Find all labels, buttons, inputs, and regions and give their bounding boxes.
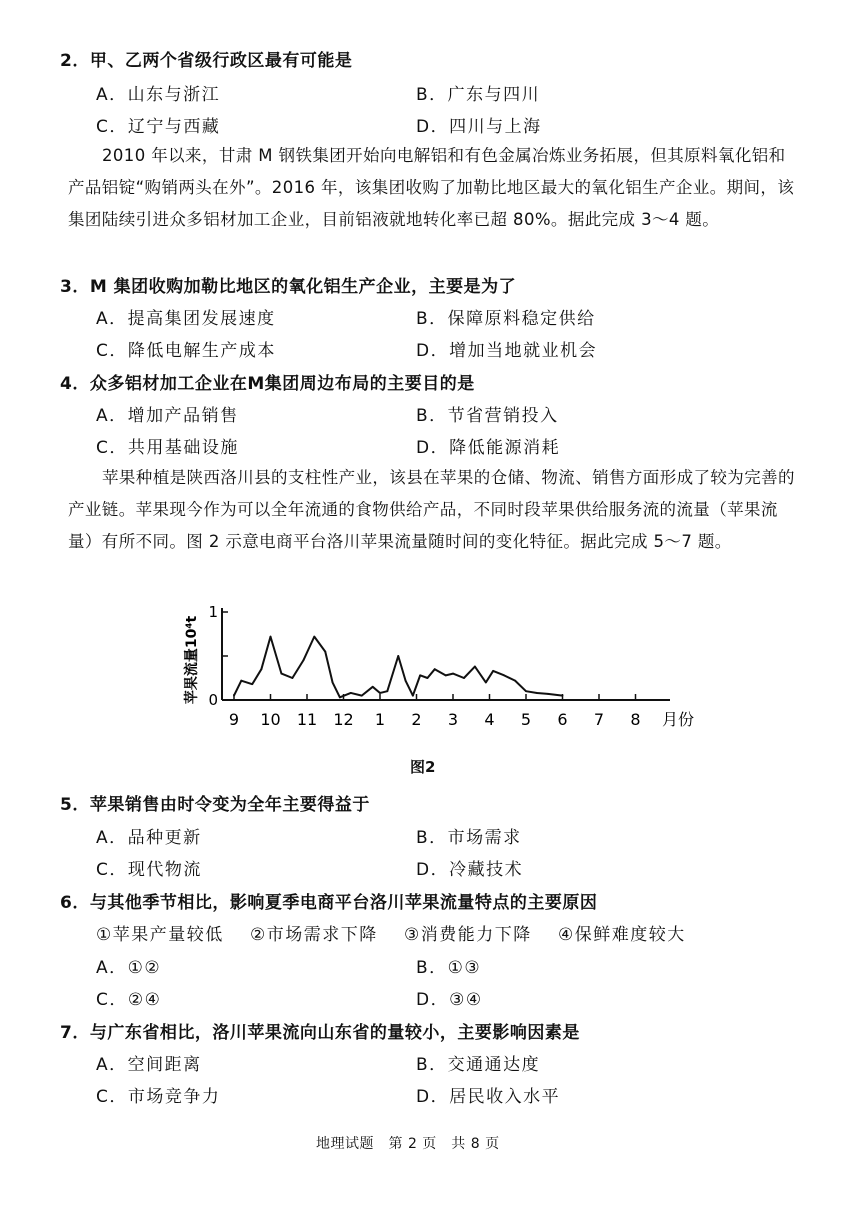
apple-flow-chart	[170, 600, 730, 740]
data-point	[412, 695, 414, 697]
data-point	[434, 668, 436, 670]
q7-option-c: C．市场竞争力	[96, 1087, 221, 1107]
data-point	[474, 666, 476, 668]
passage-aluminum: 2010 年以来，甘肃 M 钢铁集团开始向电解铝和有色金属冶炼业务拓展，但其原料氧化铝和产品铝锭“购销两头在外”。2016 年，该集团收购了加勒比地区最大的氧化铝生产企业。期间，该集团陆续引进众多铝材加工企业，目前铝液就地转化率已超 80%。据此完成 3～4 题。	[68, 146, 795, 229]
data-point	[339, 696, 341, 698]
data-point	[525, 690, 527, 692]
data-point	[405, 680, 407, 682]
data-point	[324, 651, 326, 653]
data-point	[233, 695, 235, 697]
q4-option-d: D．降低能源消耗	[416, 438, 561, 458]
q6-item-3: ③消费能力下降	[404, 925, 532, 945]
data-point	[302, 660, 304, 662]
q6-item-4: ④保鲜难度较大	[558, 925, 686, 945]
q5-stem: 5．苹果销售由时令变为全年主要得益于	[60, 795, 370, 815]
x-tick-label-2: 2	[411, 710, 422, 729]
q2-option-c: C．辽宁与西藏	[96, 117, 221, 137]
q4-option-a: A．增加产品销售	[96, 406, 239, 426]
passage-apples: 苹果种植是陕西洛川县的支柱性产业，该县在苹果的仓储、物流、销售方面形成了较为完善的产业链。苹果现今作为可以全年流通的食物供给产品，不同时段苹果供给服务流的流量（苹果流量）有所不同。图 2 示意电商平台洛川苹果流量随时间的变化特征。据此完成 5～7 题。	[68, 468, 795, 551]
data-point	[313, 636, 315, 638]
data-point	[547, 693, 549, 695]
data-point	[386, 690, 388, 692]
data-point	[427, 677, 429, 679]
q5-option-d: D．冷藏技术	[416, 860, 524, 880]
apple-flow-series-line	[234, 637, 563, 698]
x-tick-label-5: 5	[520, 710, 532, 729]
y-axis-label: 苹果流量10⁴t	[184, 615, 200, 705]
data-point	[492, 670, 494, 672]
q7-option-a: A．空间距离	[96, 1055, 202, 1075]
data-point	[260, 668, 262, 670]
x-tick-label-12: 12	[333, 710, 354, 729]
q2-option-d: D．四川与上海	[416, 117, 542, 137]
figure-caption: 图2	[410, 758, 436, 776]
q4-option-c: C．共用基础设施	[96, 438, 239, 458]
x-axis-label: 月份	[662, 710, 695, 729]
x-tick-label-7: 7	[593, 710, 605, 729]
q4-option-b: B．节省营销投入	[416, 406, 559, 426]
q3-option-d: D．增加当地就业机会	[416, 341, 598, 361]
data-point	[372, 686, 374, 688]
q5-option-a: A．品种更新	[96, 828, 202, 848]
data-point	[419, 674, 421, 676]
q6-item-1: ①苹果产量较低	[96, 925, 224, 945]
x-tick-label-4: 4	[484, 710, 495, 729]
data-point	[350, 692, 352, 694]
data-point	[536, 692, 538, 694]
data-point	[240, 680, 242, 682]
q4-stem: 4．众多铝材加工企业在M集团周边布局的主要目的是	[60, 374, 475, 394]
q2-option-b: B．广东与四川	[416, 85, 541, 105]
data-point	[379, 692, 381, 694]
data-point	[452, 673, 454, 675]
data-point	[445, 674, 447, 676]
x-tick-label-1: 1	[374, 710, 386, 729]
q6-option-b: B．①③	[416, 958, 482, 978]
q6-stem: 6．与其他季节相比，影响夏季电商平台洛川苹果流量特点的主要原因	[60, 893, 598, 913]
q5-option-c: C．现代物流	[96, 860, 202, 880]
data-point	[361, 695, 363, 697]
q7-option-b: B．交通通达度	[416, 1055, 541, 1075]
q6-option-a: A．①②	[96, 958, 162, 978]
q2-stem: 2．甲、乙两个省级行政区最有可能是	[60, 51, 353, 71]
data-point	[562, 695, 564, 697]
y-tick-label: 0	[208, 691, 218, 709]
data-point	[503, 674, 505, 676]
q3-stem: 3．M 集团收购加勒比地区的氧化铝生产企业，主要是为了	[60, 277, 517, 297]
x-tick-label-6: 6	[557, 710, 568, 729]
q6-option-d: D．③④	[416, 990, 483, 1010]
q6-item-2: ②市场需求下降	[250, 925, 378, 945]
q7-stem: 7．与广东省相比，洛川苹果流向山东省的量较小，主要影响因素是	[60, 1023, 580, 1043]
q6-option-c: C．②④	[96, 990, 162, 1010]
data-point	[332, 682, 334, 684]
x-tick-label-10: 10	[260, 710, 281, 729]
page-footer: 地理试题 第 2 页 共 8 页	[316, 1136, 500, 1152]
x-tick-label-9: 9	[228, 710, 240, 729]
data-point	[485, 682, 487, 684]
q3-option-a: A．提高集团发展速度	[96, 309, 276, 329]
x-tick-label-8: 8	[630, 710, 641, 729]
data-point	[270, 636, 272, 638]
y-tick-label: 1	[208, 603, 218, 621]
q2-option-a: A．山东与浙江	[96, 85, 221, 105]
data-point	[514, 680, 516, 682]
x-tick-label-3: 3	[447, 710, 459, 729]
q3-option-b: B．保障原料稳定供给	[416, 309, 596, 329]
data-point	[397, 655, 399, 657]
data-point	[251, 683, 253, 685]
x-tick-label-11: 11	[296, 710, 318, 729]
q3-option-c: C．降低电解生产成本	[96, 341, 276, 361]
data-point	[281, 673, 283, 675]
q5-option-b: B．市场需求	[416, 828, 522, 848]
data-point	[292, 677, 294, 679]
data-point	[463, 677, 465, 679]
q7-option-d: D．居民收入水平	[416, 1087, 561, 1107]
